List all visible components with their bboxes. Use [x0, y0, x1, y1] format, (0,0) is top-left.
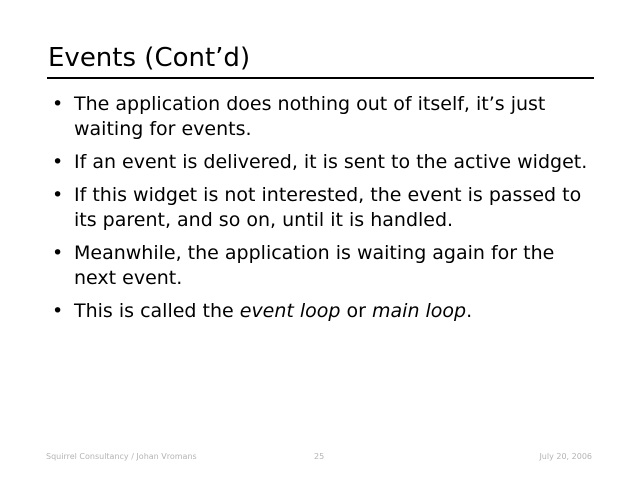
bullet-item — [52, 150, 592, 175]
bullet-text: If this widget is not interested, the event is passed to its parent, and so on, until it is handled. — [74, 184, 582, 231]
footer-date: July 20, 2006 — [539, 452, 592, 461]
bullet-text: . — [466, 300, 473, 322]
bullet-item — [52, 241, 592, 291]
bullet-text: Meanwhile, the application is waiting again for the next event. — [74, 242, 555, 289]
bullet-marker: • — [52, 300, 64, 322]
bullet-item — [52, 299, 592, 324]
bullet-marker: • — [52, 93, 64, 115]
slide-title: Events (Cont’d) — [48, 43, 251, 73]
bullet-list — [52, 92, 592, 332]
bullet-marker: • — [52, 184, 64, 206]
bullet-marker: • — [52, 242, 64, 264]
footer-page-number: 25 — [314, 452, 325, 461]
bullet-text: The application does nothing out of itself, it’s just waiting for events. — [74, 93, 546, 140]
bullet-text: This is called the — [74, 300, 240, 322]
bullet-text: If an event is delivered, it is sent to the active widget. — [74, 151, 588, 173]
bullet-item — [52, 183, 592, 233]
footer-author: Squirrel Consultancy / Johan Vromans — [46, 452, 197, 461]
title-divider — [47, 77, 594, 79]
bullet-emphasis: event loop — [239, 300, 341, 322]
bullet-text: or — [340, 300, 373, 322]
bullet-emphasis: main loop — [372, 300, 467, 322]
bullet-item — [52, 92, 592, 142]
bullet-marker: • — [52, 151, 64, 173]
